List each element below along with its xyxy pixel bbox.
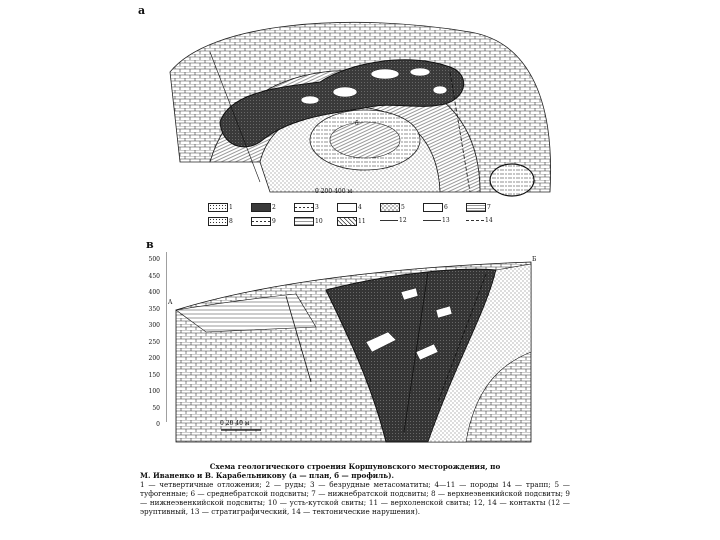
legend-number: 8 — [229, 218, 233, 225]
legend-item — [423, 217, 450, 225]
legend-swatch — [466, 203, 486, 212]
y-tick-label: 0 — [156, 421, 160, 428]
legend-swatch — [380, 203, 400, 212]
legend-number: 5 — [401, 204, 405, 211]
legend-swatch — [423, 203, 443, 212]
legend-item — [423, 203, 448, 212]
y-tick-label: 100 — [148, 388, 160, 395]
map-scale-label: 0 200 400 м — [315, 188, 353, 195]
legend-item — [337, 217, 366, 226]
legend-number: 14 — [485, 217, 493, 224]
legend-item — [251, 203, 276, 212]
y-tick-label: 300 — [148, 322, 160, 329]
y-tick-label: 500 — [148, 256, 160, 263]
profile-point-b: Б — [532, 256, 537, 263]
legend-item — [337, 203, 362, 212]
legend-swatch — [466, 217, 484, 224]
profile-point-a: A — [168, 299, 173, 306]
legend-item — [251, 217, 276, 226]
legend — [208, 203, 508, 235]
legend-item — [380, 217, 407, 225]
legend-swatch — [294, 203, 314, 212]
legend-swatch — [251, 203, 271, 212]
caption-body: 1 — четвертичные отложения; 2 — руды; 3 — безрудные метасоматиты; 4—11 — породы 14 — трапп; 5 — туфогенные; 6 — среднебратской подсвиты; 7 — нижнебратской подсвиты; 8 — верхнеэвенкийской подсвиты; 9 — нижнеэвенкийской подсвиты; 10 — усть-кутской свиты; 11 — верхоленской свиты; 12, 14 — контакты (12 — эруптивный, 13 — стратиграфический, 14 — тектонические нарушения). — [140, 480, 570, 516]
legend-item — [294, 217, 323, 226]
caption-line2: М. Иваненко и В. Карабельникову (а — план, б — профиль). — [140, 471, 394, 480]
profile-scale-label: 0 20 40 м — [220, 420, 250, 427]
caption-title: Схема геологического строения Коршуновского месторождения, по — [209, 462, 501, 471]
map-panel-letter: a — [138, 4, 146, 17]
legend-swatch — [337, 203, 357, 212]
y-tick-label: 50 — [152, 404, 160, 412]
legend-swatch — [380, 217, 398, 224]
geologic-profile — [140, 242, 560, 452]
y-tick-label: 400 — [148, 289, 160, 296]
y-tick-label: 250 — [148, 338, 160, 346]
legend-swatch — [208, 203, 228, 212]
legend-swatch — [423, 217, 441, 224]
legend-number: 9 — [272, 218, 276, 225]
y-tick-label: 200 — [148, 355, 160, 362]
y-tick-label: 150 — [148, 371, 160, 379]
figure-caption — [140, 462, 570, 516]
legend-item — [208, 217, 233, 226]
legend-number: 10 — [315, 218, 323, 225]
legend-number: 6 — [444, 204, 448, 211]
legend-swatch — [337, 217, 357, 226]
legend-number: 11 — [358, 218, 366, 225]
legend-item — [466, 217, 493, 225]
profile-panel-letter: в — [146, 238, 154, 251]
legend-item — [466, 203, 491, 212]
y-tick-label: 450 — [148, 272, 160, 280]
legend-swatch — [294, 217, 314, 226]
legend-item — [208, 203, 233, 212]
legend-item — [294, 203, 319, 212]
legend-swatch — [251, 217, 271, 226]
legend-swatch — [208, 217, 228, 226]
y-tick-label: 350 — [148, 305, 160, 313]
legend-number: 7 — [487, 204, 491, 211]
map-label-b: б — [355, 120, 359, 127]
geologic-map-plan — [150, 12, 560, 202]
legend-number: 3 — [315, 204, 319, 211]
legend-item — [380, 203, 405, 212]
legend-number: 1 — [229, 204, 233, 211]
legend-number: 4 — [358, 204, 362, 211]
legend-number: 2 — [272, 204, 276, 211]
legend-number: 13 — [442, 217, 450, 224]
legend-number: 12 — [399, 217, 407, 224]
